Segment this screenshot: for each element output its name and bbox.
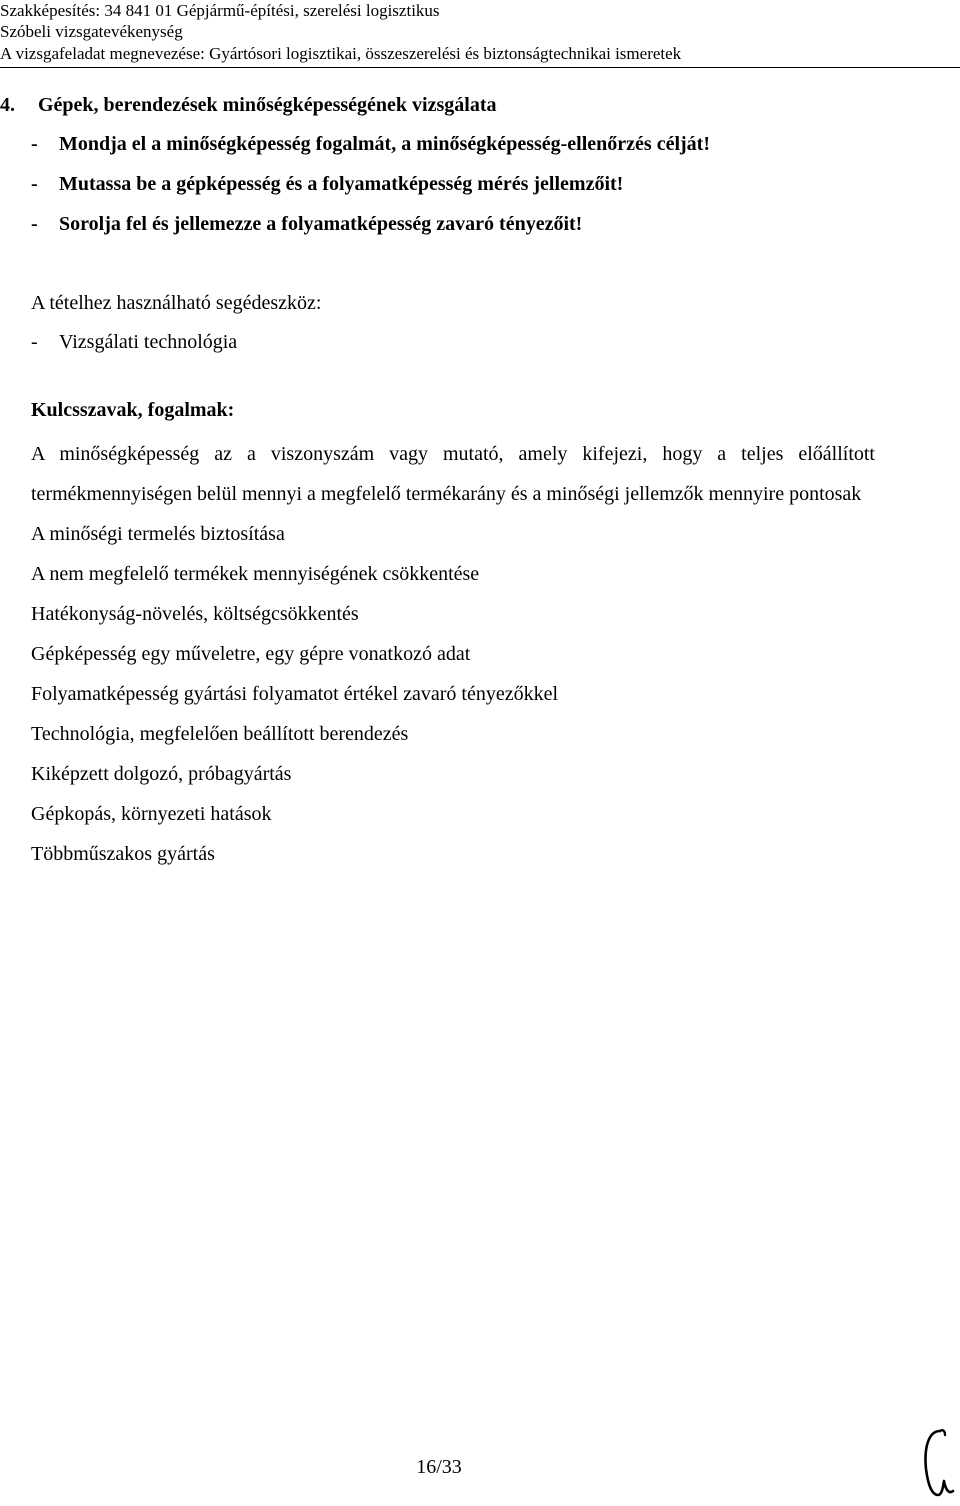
- aid-item: [31, 328, 237, 356]
- task-dash: -: [31, 133, 38, 155]
- page-header: [0, 0, 960, 70]
- keywords-title: Kulcsszavak, fogalmak:: [31, 399, 235, 421]
- header-task-name: A vizsgafeladat megnevezése: Gyártósori logisztikai, összeszerelési és biztonságtechnikai ismeretek: [0, 44, 682, 63]
- question-task: [31, 130, 710, 158]
- task-text: Mutassa be a gépképesség és a folyamatképesség mérés jellemzőit!: [59, 173, 624, 195]
- keyword-item: A minőségi termelés biztosítása: [31, 523, 285, 545]
- header-exam-activity: Szóbeli vizsgatevékenység: [0, 22, 183, 41]
- keyword-item: Többműszakos gyártás: [31, 843, 215, 865]
- keyword-item: Gépkopás, környezeti hatások: [31, 803, 272, 825]
- question-title-text: Gépek, berendezések minőségképességének vizsgálata: [38, 94, 497, 116]
- keyword-item: Kiképzett dolgozó, próbagyártás: [31, 763, 292, 785]
- task-text: Sorolja fel és jellemezze a folyamatképesség zavaró tényezőit!: [59, 213, 583, 235]
- header-qualification: Szakképesítés: 34 841 01 Gépjármű-építési, szerelési logisztikus: [0, 1, 440, 20]
- keywords-list: [31, 434, 875, 874]
- handwritten-initials-icon: [918, 1425, 956, 1506]
- question-task: [31, 210, 582, 238]
- keywords-definition: A minőségképesség az a viszonyszám vagy mutató, amely kifejezi, hogy a teljes előállított termékmennyiségen belül mennyi a megfelelő termékarány és a minőségi jellemzők mennyire pontosak: [31, 443, 875, 505]
- aid-dash: -: [31, 331, 38, 353]
- page-number: 16/33: [416, 1456, 462, 1478]
- question-task: [31, 170, 623, 198]
- keyword-item: Folyamatképesség gyártási folyamatot értékel zavaró tényezőkkel: [31, 683, 559, 705]
- keyword-item: Gépképesség egy műveletre, egy gépre vonatkozó adat: [31, 643, 471, 665]
- keyword-item: Technológia, megfelelően beállított berendezés: [31, 723, 409, 745]
- keyword-item: Hatékonyság-növelés, költségcsökkentés: [31, 603, 359, 625]
- question-number: 4.: [0, 94, 15, 116]
- task-text: Mondja el a minőségképesség fogalmát, a minőségképesség-ellenőrzés célját!: [59, 133, 710, 155]
- task-dash: -: [31, 213, 38, 235]
- question-title: [0, 91, 497, 119]
- task-dash: -: [31, 173, 38, 195]
- keyword-item: A nem megfelelő termékek mennyiségének csökkentése: [31, 563, 480, 585]
- aid-text: Vizsgálati technológia: [59, 331, 238, 353]
- header-divider: [0, 67, 960, 68]
- aids-title: A tételhez használható segédeszköz:: [31, 292, 322, 314]
